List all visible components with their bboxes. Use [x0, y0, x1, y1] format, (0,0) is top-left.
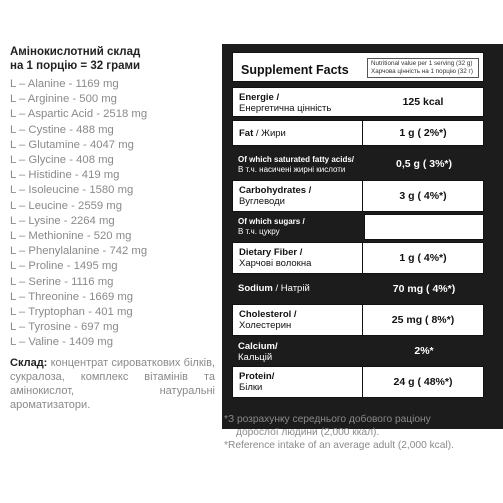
carbs-label-en: Carbohydrates / [239, 185, 312, 196]
cholesterol-label-en: Cholesterol / [239, 309, 297, 320]
row-saturated [232, 148, 484, 180]
cholesterol-value: 25 mg ( 8%*) [362, 305, 483, 335]
calcium-value: 2%* [414, 345, 434, 357]
protein-label-ua: Білки [239, 382, 263, 393]
footnote-line1: *З розрахунку середнього добового раціону [224, 414, 431, 425]
carbs-label [239, 185, 311, 207]
row-calcium [232, 336, 484, 366]
row-carbs [232, 180, 484, 212]
composition-label: Склад: [10, 357, 48, 369]
amino-item: L – Glutamine - 4047 mg [10, 138, 134, 151]
amino-item: L – Serine - 1116 mg [10, 275, 114, 288]
row-protein [232, 366, 484, 398]
amino-title-line1: Амінокислотний склад [10, 46, 141, 58]
carbs-label-ua: Вуглеводи [239, 196, 285, 207]
sugars-label-en: Of which sugars / [238, 217, 305, 226]
amino-item: L – Tryptophan - 401 mg [10, 306, 133, 319]
sugars-label-ua: В т.ч. цукру [238, 226, 280, 236]
footnote-line2: дорослої людини (2,000 ккал). [236, 427, 380, 438]
cholesterol-label-ua: Холестерин [239, 320, 292, 331]
fat-label-ua: / Жири [253, 128, 286, 139]
fiber-label [239, 247, 311, 269]
energy-label-ua: Енергетична цінність [239, 103, 332, 114]
fat-label [239, 128, 286, 139]
amino-list [10, 77, 215, 351]
protein-value: 24 g ( 48%*) [362, 367, 483, 397]
amino-item: L – Threonine - 1669 mg [10, 290, 134, 303]
sodium-label-ua: / Натрій [272, 283, 310, 294]
carbs-value: 3 g ( 4%*) [362, 181, 483, 211]
row-cholesterol [232, 304, 484, 336]
sodium-value: 70 mg ( 4%*) [392, 283, 456, 295]
amino-item: L – Isoleucine - 1580 mg [10, 184, 134, 197]
calcium-label-ua: Кальцій [238, 352, 273, 363]
saturated-label-en: Of which saturated fatty acids/ [238, 155, 355, 164]
sugars-value-box [364, 214, 484, 240]
footnote-line3: *Reference intake of an average adult (2,000 kcal). [224, 440, 454, 451]
amino-item: L – Alanine - 1169 mg [10, 78, 119, 90]
footnote [224, 413, 503, 452]
energy-value: 125 kcal [402, 96, 444, 108]
fat-label-en: Fat [239, 128, 254, 139]
row-fat [232, 120, 484, 146]
amino-item: L – Methionine - 520 mg [10, 230, 132, 243]
row-sodium [232, 274, 484, 304]
sodium-label [238, 283, 310, 294]
supplement-facts-panel [222, 44, 503, 429]
saturated-label-ua: В т.ч. насичені жирні кислоти [238, 164, 346, 174]
serving-note-en: Nutritional value per 1 serving (32 g) [371, 60, 473, 67]
amino-item: L – Histidine - 419 mg [10, 169, 120, 182]
amino-item: L – Arginine - 500 mg [10, 93, 117, 106]
amino-item: L – Aspartic Acid - 2518 mg [10, 108, 148, 121]
amino-item: L – Leucine - 2559 mg [10, 199, 122, 212]
fiber-label-en: Dietary Fiber / [239, 247, 303, 258]
amino-item: L – Tyrosine - 697 mg [10, 321, 119, 334]
composition-text [10, 356, 215, 412]
calcium-label-en: Calcium/ [238, 341, 278, 352]
saturated-value: 0,5 g ( 3%*) [395, 158, 453, 170]
amino-item: L – Glycine - 408 mg [10, 154, 114, 167]
amino-title-line2: на 1 порцію = 32 грами [10, 60, 141, 72]
facts-header [232, 52, 484, 82]
sugars-value: > 1 g [411, 221, 437, 233]
amino-section [10, 45, 215, 351]
sugars-label [238, 217, 305, 236]
row-fiber [232, 242, 484, 274]
fat-value: 1 g ( 2%*) [362, 121, 483, 145]
fiber-label-ua: Харчові волокна [239, 258, 312, 269]
amino-item: L – Valine - 1409 mg [10, 336, 113, 349]
composition-body: концентрат сироваткових білків, сукралоза, комплекс вітамінів та амінокислот, натуральні ароматизатори. [10, 357, 215, 411]
protein-label-en: Protein/ [239, 371, 275, 382]
serving-note [367, 58, 479, 78]
protein-label [239, 371, 274, 393]
amino-item: L – Phenylalanine - 742 mg [10, 245, 148, 258]
saturated-label [238, 155, 354, 174]
sodium-label-en: Sodium [238, 283, 273, 294]
amino-item: L – Proline - 1495 mg [10, 260, 118, 273]
amino-item: L – Lysine - 2264 mg [10, 214, 115, 227]
calcium-label [238, 341, 278, 363]
facts-title: Supplement Facts [241, 63, 349, 77]
cholesterol-label [239, 309, 297, 331]
energy-label-en: Energie / [239, 92, 280, 103]
energy-label [239, 92, 331, 114]
row-sugars [232, 210, 484, 242]
serving-note-ua: Харчова цінність на 1 порцію (32 г) [371, 68, 473, 75]
amino-item: L – Cystine - 488 mg [10, 123, 114, 136]
row-energy [232, 87, 484, 117]
fiber-value: 1 g ( 4%*) [362, 243, 483, 273]
